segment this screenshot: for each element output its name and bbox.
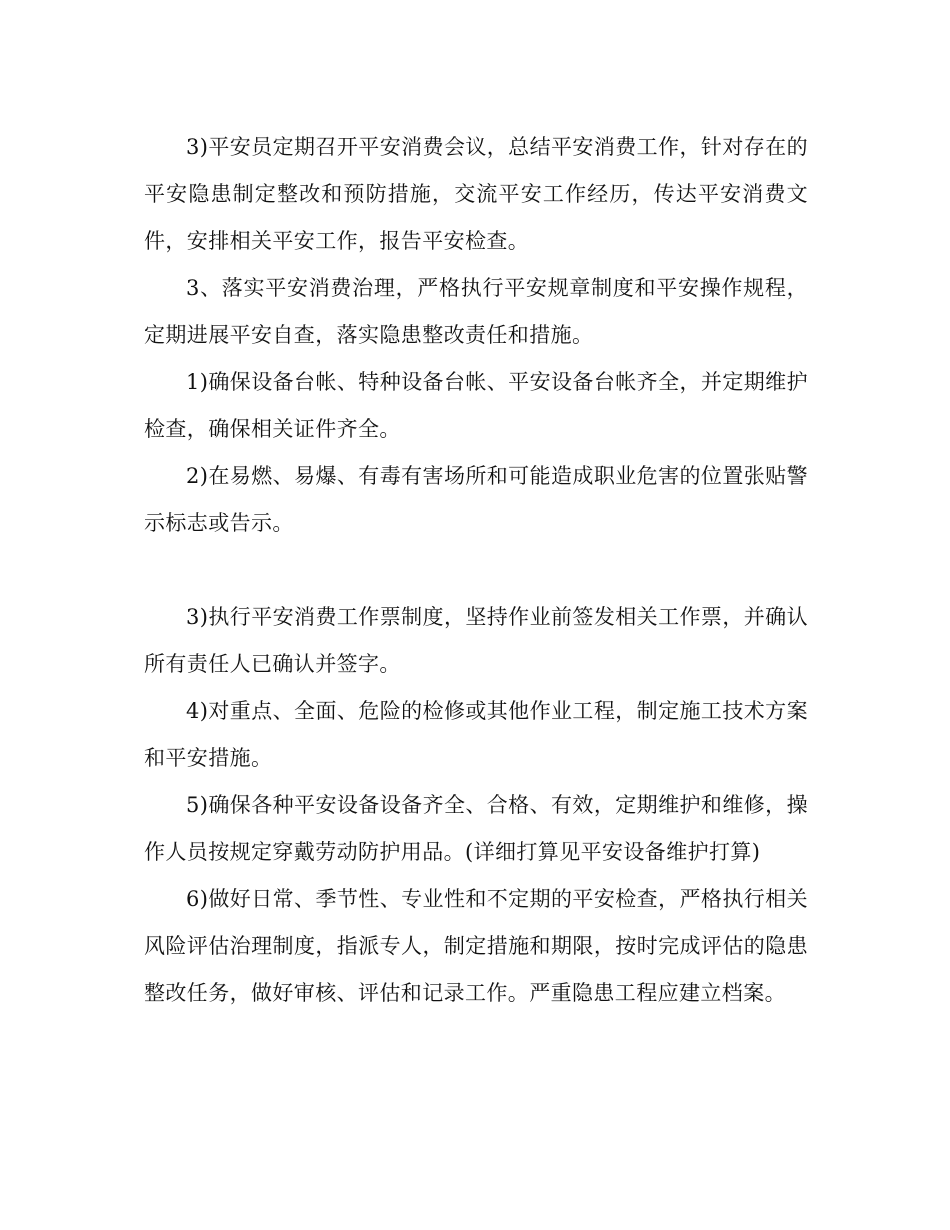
paragraph-gap [144,547,808,594]
paragraph-equipment-ledger: 1)确保设备台帐、特种设备台帐、平安设备台帐齐全，并定期维护检查，确保相关证件齐全。 [144,370,808,441]
paragraph-safety-equipment: 5)确保各种平安设备设备齐全、合格、有效，定期维护和维修，操作人员按规定穿戴劳动防护用品。(详细打算见平安设备维护打算) [144,793,808,864]
paragraph-warning-signs: 2)在易燃、易爆、有毒有害场所和可能造成职业危害的位置张贴警示标志或告示。 [144,464,808,535]
paragraph-safety-meeting: 3)平安员定期召开平安消费会议，总结平安消费工作，针对存在的平安隐患制定整改和预防措施，交流平安工作经历，传达平安消费文件，安排相关平安工作，报告平安检查。 [144,135,808,253]
paragraph-implement-management: 3、落实平安消费治理，严格执行平安规章制度和平安操作规程，定期进展平安自查，落实隐患整改责任和措施。 [144,276,808,347]
paragraph-work-permit: 3)执行平安消费工作票制度，坚持作业前签发相关工作票，并确认所有责任人已确认并签字。 [144,605,808,676]
document-body [144,124,808,1017]
paragraph-key-operations: 4)对重点、全面、危险的检修或其他作业工程，制定施工技术方案和平安措施。 [144,699,808,770]
paragraph-safety-inspection: 6)做好日常、季节性、专业性和不定期的平安检查，严格执行相关风险评估治理制度，指派专人，制定措施和期限，按时完成评估的隐患整改任务，做好审核、评估和记录工作。严重隐患工程应建立档案。 [144,887,808,1005]
